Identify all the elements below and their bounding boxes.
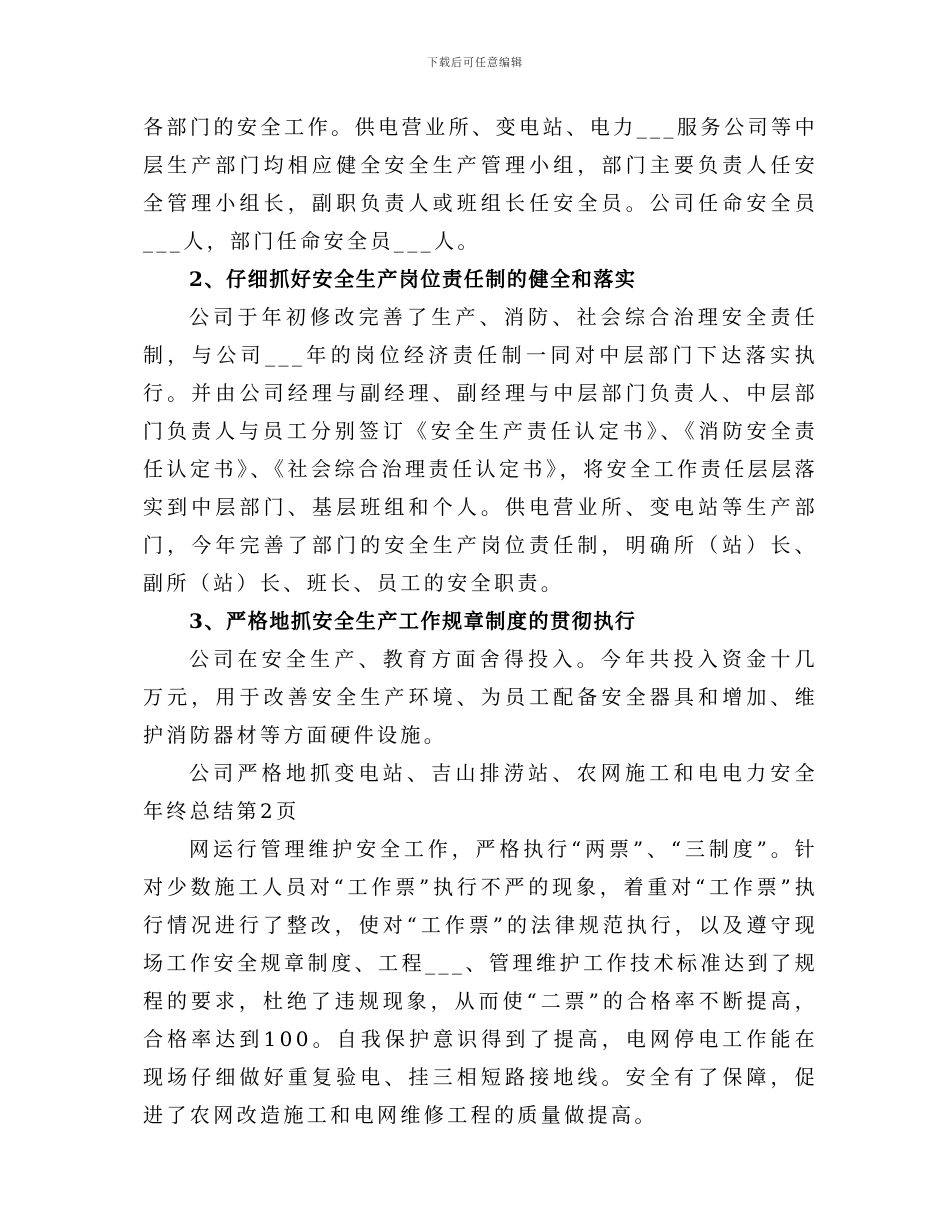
paragraph-5: 网运行管理维护安全工作，严格执行“两票”、“三制度”。针对少数施工人员对“工作票”执行不严的现象，着重对“工作票”执行情况进行了整改，使对“工作票”的法律规范执行，以及遵守现场工作安全规章制度、工程___、管理维护工作技术标准达到了规程的要求，杜绝了违规现象，从而使“二票”的合格率不断提高，合格率达到100。自我保护意识得到了提高，电网停电工作能在现场仔细做好重复验电、挂三相短路接地线。安全有了保障，促进了农网改造施工和电网维修工程的质量做提高。 [143, 837, 818, 1127]
section-heading-3: 3、严格地抓安全生产工作规章制度的贯彻执行 [189, 609, 637, 633]
paragraph-3: 公司在安全生产、教育方面舍得投入。今年共投入资金十几万元，用于改善安全生产环境、为员工配备安全器具和增加、维护消防器材等方面硬件设施。 [143, 647, 818, 747]
paragraph-1: 各部门的安全工作。供电营业所、变电站、电力___服务公司等中层生产部门均相应健全安全生产管理小组，部门主要负责人任安全管理小组长，副职负责人或班组长任安全员。公司任命安全员___人，部门任命安全员___人。 [143, 115, 818, 253]
page-header: 下载后可任意编辑 [427, 56, 523, 69]
paragraph-4: 公司严格地抓变电站、吉山排涝站、农网施工和电电力安全年终总结第2页 [143, 761, 818, 823]
document-body [143, 108, 818, 1134]
paragraph-2: 公司于年初修改完善了生产、消防、社会综合治理安全责任制，与公司___年的岗位经济责任制一同对中层部门下达落实执行。并由公司经理与副经理、副经理与中层部门负责人、中层部门负责人与员工分别签订《安全生产责任认定书》、《消防安全责任认定书》、《社会综合治理责任认定书》，将安全工作责任层层落实到中层部门、基层班组和个人。供电营业所、变电站等生产部门，今年完善了部门的安全生产岗位责任制，明确所（站）长、副所（站）长、班长、员工的安全职责。 [143, 305, 818, 595]
section-heading-2: 2、仔细抓好安全生产岗位责任制的健全和落实 [189, 267, 637, 291]
